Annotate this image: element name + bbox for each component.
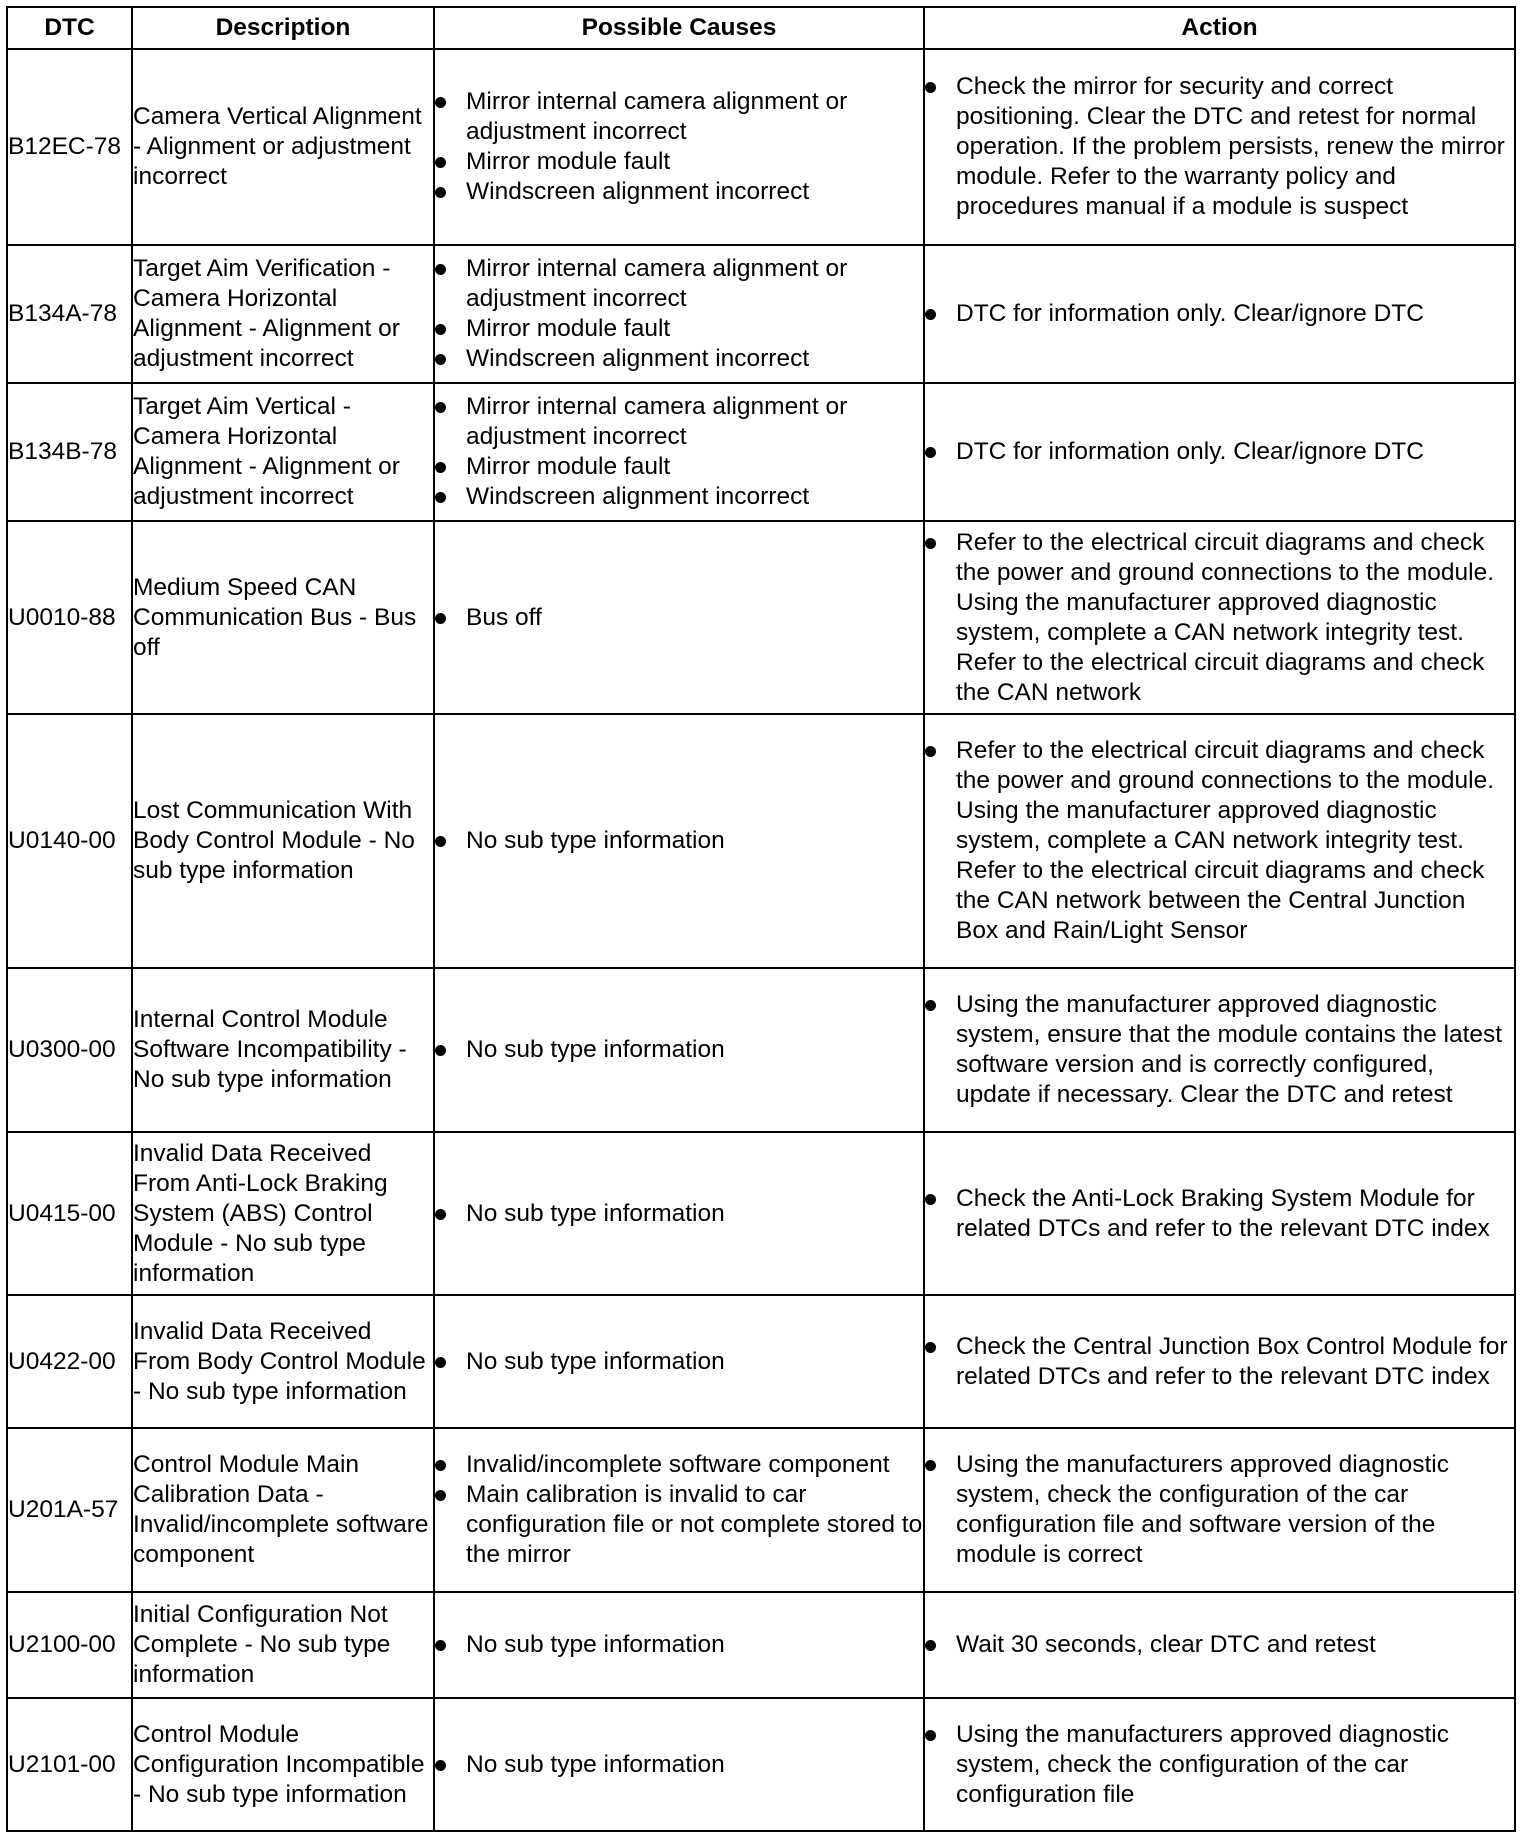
action-item: DTC for information only. Clear/ignore DTC	[925, 299, 1514, 329]
cause-item: No sub type information	[435, 1199, 923, 1229]
dtc-code: U2100-00	[7, 1592, 132, 1698]
action-cell	[924, 714, 1515, 968]
action-cell	[924, 1698, 1515, 1831]
action-item: Refer to the electrical circuit diagrams and check the power and ground connections to the module. Using the manufacturer approved diagnostic system, complete a CAN network integrity test. Refer to the electrical circuit diagrams and check the CAN network between the Central Junction Box and Rain/Light Sensor	[925, 736, 1514, 946]
dtc-code: B134A-78	[7, 245, 132, 383]
dtc-description: Initial Configuration Not Complete - No sub type information	[132, 1592, 434, 1698]
table-row	[7, 1428, 1515, 1592]
action-item: Check the mirror for security and correct positioning. Clear the DTC and retest for normal operation. If the problem persists, renew the mirror module. Refer to the warranty policy and procedures manual if a module is suspect	[925, 72, 1514, 222]
table-row	[7, 245, 1515, 383]
possible-causes	[434, 49, 924, 245]
cause-item: Bus off	[435, 603, 923, 633]
action-cell	[924, 245, 1515, 383]
dtc-table	[6, 6, 1516, 1832]
cause-item: Invalid/incomplete software component	[435, 1450, 923, 1480]
action-cell	[924, 1428, 1515, 1592]
action-cell	[924, 968, 1515, 1132]
table-row	[7, 383, 1515, 521]
action-cell	[924, 49, 1515, 245]
dtc-description: Invalid Data Received From Anti-Lock Braking System (ABS) Control Module - No sub type information	[132, 1132, 434, 1295]
table-row	[7, 49, 1515, 245]
header-description: Description	[132, 7, 434, 49]
dtc-code: B134B-78	[7, 383, 132, 521]
cause-item: No sub type information	[435, 1630, 923, 1660]
action-cell	[924, 383, 1515, 521]
cause-item: Mirror internal camera alignment or adjustment incorrect	[435, 254, 923, 314]
cause-item: Mirror internal camera alignment or adjustment incorrect	[435, 87, 923, 147]
possible-causes	[434, 1428, 924, 1592]
dtc-description: Target Aim Verification - Camera Horizontal Alignment - Alignment or adjustment incorrect	[132, 245, 434, 383]
table-row	[7, 714, 1515, 968]
table-row	[7, 1592, 1515, 1698]
dtc-description: Invalid Data Received From Body Control Module - No sub type information	[132, 1295, 434, 1428]
dtc-code: U0422-00	[7, 1295, 132, 1428]
cause-item: Windscreen alignment incorrect	[435, 344, 923, 374]
dtc-description: Internal Control Module Software Incompatibility - No sub type information	[132, 968, 434, 1132]
table-row	[7, 521, 1515, 714]
dtc-code: U0415-00	[7, 1132, 132, 1295]
action-cell	[924, 1295, 1515, 1428]
header-action: Action	[924, 7, 1515, 49]
action-item: Check the Central Junction Box Control Module for related DTCs and refer to the relevant DTC index	[925, 1332, 1514, 1392]
cause-item: Mirror internal camera alignment or adjustment incorrect	[435, 392, 923, 452]
cause-item: No sub type information	[435, 1347, 923, 1377]
table-row	[7, 1132, 1515, 1295]
cause-item: Mirror module fault	[435, 147, 923, 177]
possible-causes	[434, 968, 924, 1132]
possible-causes	[434, 1592, 924, 1698]
action-item: Using the manufacturers approved diagnostic system, check the configuration of the car configuration file	[925, 1720, 1514, 1810]
header-row	[7, 7, 1515, 49]
dtc-code: U201A-57	[7, 1428, 132, 1592]
cause-item: Windscreen alignment incorrect	[435, 482, 923, 512]
cause-item: Mirror module fault	[435, 314, 923, 344]
possible-causes	[434, 383, 924, 521]
action-item: Check the Anti-Lock Braking System Module for related DTCs and refer to the relevant DTC index	[925, 1184, 1514, 1244]
action-item: Wait 30 seconds, clear DTC and retest	[925, 1630, 1514, 1660]
possible-causes	[434, 1132, 924, 1295]
cause-item: No sub type information	[435, 1035, 923, 1065]
header-possible-causes: Possible Causes	[434, 7, 924, 49]
table-row	[7, 1698, 1515, 1831]
cause-item: Windscreen alignment incorrect	[435, 177, 923, 207]
dtc-description: Medium Speed CAN Communication Bus - Bus off	[132, 521, 434, 714]
header-dtc: DTC	[7, 7, 132, 49]
table-row	[7, 1295, 1515, 1428]
possible-causes	[434, 245, 924, 383]
dtc-description: Camera Vertical Alignment - Alignment or adjustment incorrect	[132, 49, 434, 245]
cause-item: No sub type information	[435, 826, 923, 856]
dtc-code: U0140-00	[7, 714, 132, 968]
dtc-description: Control Module Configuration Incompatible - No sub type information	[132, 1698, 434, 1831]
table-row	[7, 968, 1515, 1132]
dtc-code: U0010-88	[7, 521, 132, 714]
action-item: DTC for information only. Clear/ignore DTC	[925, 437, 1514, 467]
action-cell	[924, 1592, 1515, 1698]
dtc-description: Target Aim Vertical - Camera Horizontal Alignment - Alignment or adjustment incorrect	[132, 383, 434, 521]
dtc-code: B12EC-78	[7, 49, 132, 245]
action-cell	[924, 521, 1515, 714]
possible-causes	[434, 1698, 924, 1831]
possible-causes	[434, 1295, 924, 1428]
possible-causes	[434, 714, 924, 968]
action-item: Refer to the electrical circuit diagrams and check the power and ground connections to the module. Using the manufacturer approved diagnostic system, complete a CAN network integrity test. Refer to the electrical circuit diagrams and check the CAN network	[925, 528, 1514, 708]
cause-item: Main calibration is invalid to car configuration file or not complete stored to the mirror	[435, 1480, 923, 1570]
dtc-code: U2101-00	[7, 1698, 132, 1831]
action-cell	[924, 1132, 1515, 1295]
cause-item: No sub type information	[435, 1750, 923, 1780]
cause-item: Mirror module fault	[435, 452, 923, 482]
dtc-description: Control Module Main Calibration Data - Invalid/incomplete software component	[132, 1428, 434, 1592]
action-item: Using the manufacturers approved diagnostic system, check the configuration of the car configuration file and software version of the module is correct	[925, 1450, 1514, 1570]
dtc-description: Lost Communication With Body Control Module - No sub type information	[132, 714, 434, 968]
possible-causes	[434, 521, 924, 714]
dtc-code: U0300-00	[7, 968, 132, 1132]
action-item: Using the manufacturer approved diagnostic system, ensure that the module contains the latest software version and is correctly configured, update if necessary. Clear the DTC and retest	[925, 990, 1514, 1110]
